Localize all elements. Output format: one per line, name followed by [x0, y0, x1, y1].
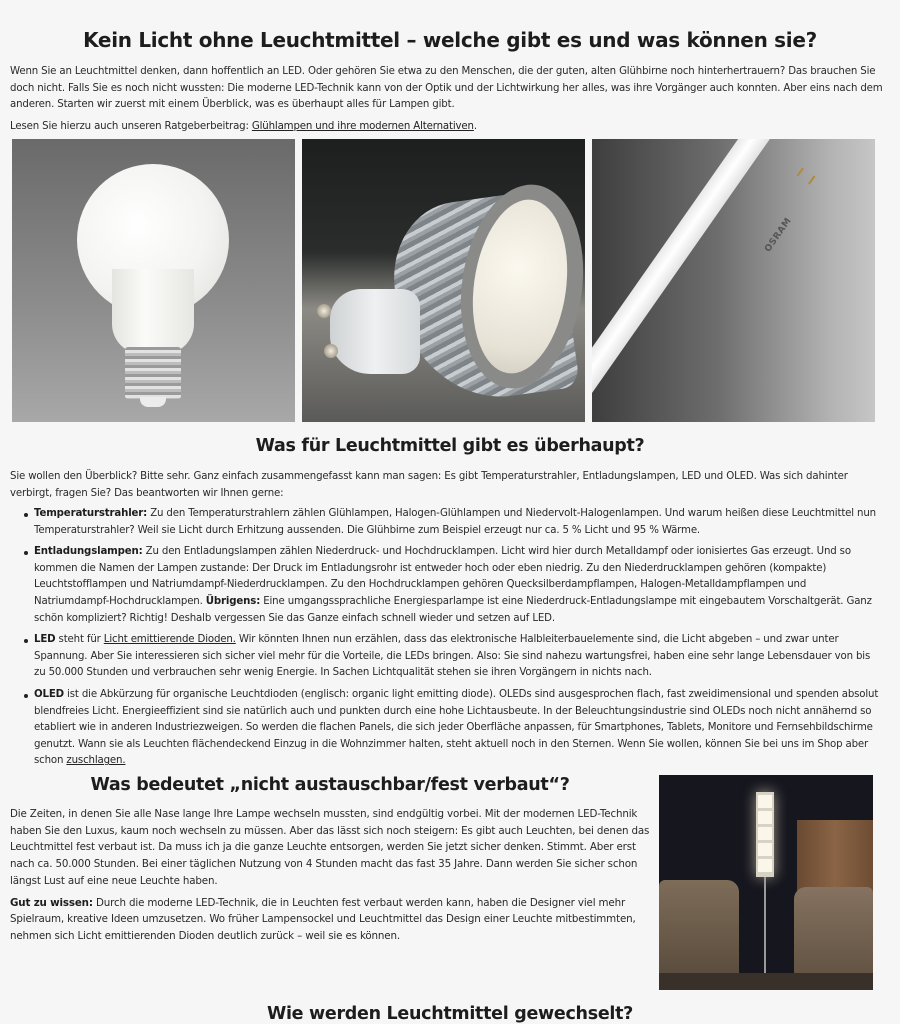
spotlight-image: [302, 139, 585, 422]
spotlight-pin-shape: [317, 304, 331, 318]
tube-brand-label: OSRAM: [763, 216, 794, 255]
light-bulb-image: [12, 139, 295, 422]
related-article-line: [10, 119, 892, 136]
description: Zu den Entladungslampen zählen Niederdruck- und Hochdrucklampen. Licht wird hier durch Metalldampf oder ionisiertes Gas erzeugt. Und so kommen die Namen der Lampen zustande: Der Druck im Entladungsrohr ist entweder hoch oder eben niedrig. Zu den Niederdrucklampen gehören (kompakte) Leuchtstofflampen und Natriumdampf-Niederdrucklampen. Zu den Hochdrucklampen gehören Quecksilberdampflampen, Halogen-Metalldampflampen und Natriumdampf-Hochdrucklampen.: [34, 546, 851, 607]
types-list: [34, 506, 884, 775]
section-title-types: Was für Leuchtmittel gibt es überhaupt?: [255, 436, 645, 456]
term: Entladungslampen:: [34, 546, 143, 558]
main-title: Kein Licht ohne Leuchtmittel – welche gibt es und was können sie?: [83, 28, 817, 52]
floor-lamp-image: [659, 775, 873, 990]
list-item-led: [34, 632, 884, 682]
related-article-prefix: Lesen Sie hierzu auch unseren Ratgeberbeitrag:: [10, 120, 252, 132]
types-intro: Sie wollen den Überblick? Bitte sehr. Ganz einfach zusammengefasst kann man sagen: Es gibt Temperaturstrahler, Entladungslampen, LED und OLED. Was sich dahinter verbirgt, fragen Sie? Das beantworten wir Ihnen gerne:: [10, 471, 848, 499]
bulb-base-shape: [125, 347, 181, 399]
floor-lamp-icon: [756, 792, 774, 877]
shop-link[interactable]: zuschlagen.: [66, 755, 126, 767]
section-title-change: Wie werden Leuchtmittel gewechselt?: [266, 1004, 634, 1024]
spotlight-pin-shape: [324, 344, 338, 358]
lamp-pole-shape: [764, 877, 766, 973]
description: Eine umgangssprachliche Energiesparlampe ist eine Niederdruck-Entladungslampe mit eingebautem Vorschaltgerät. Ganz schön kompliziert? Richtig! Deshalb vergessen Sie das Ganze einfach schnell wieder und setzen auf LED.: [34, 595, 872, 624]
section-title-fixed: Was bedeutet „nicht austauschbar/fest verbaut“?: [90, 775, 570, 795]
sofa-right-shape: [794, 887, 873, 985]
related-article-suffix: .: [473, 120, 477, 132]
related-article-link[interactable]: Glühlampen und ihre modernen Alternativen: [251, 120, 474, 132]
term: LED: [34, 634, 56, 646]
tip-paragraph: [10, 895, 650, 945]
list-item-oled: [34, 687, 884, 770]
description: Zu den Temperaturstrahlern zählen Glühlampen, Halogen-Glühlampen und Niedervolt-Halogenlampen. Und warum heißen diese Leuchtmittel nun Temperaturstrahler? Weil sie Licht durch Erhitzung aussenden. Die Glühbirne zum Beispiel erzeugt nur ca. 5 % Licht und 95 % Wärme.: [34, 508, 876, 536]
tube-pins-shape: [797, 167, 816, 184]
description: steht für: [55, 634, 104, 646]
term: Übrigens:: [205, 595, 261, 607]
tip-term: Gut zu wissen:: [10, 896, 93, 909]
sofa-left-shape: [659, 880, 739, 975]
fixed-section-text: [10, 806, 650, 945]
image-gallery: [12, 139, 876, 422]
fixed-paragraph: Die Zeiten, in denen Sie alle Nase lange Ihre Lampe wechseln mussten, sind endgültig vorbei. Mit der modernen LED-Technik haben Sie den Luxus, kaum noch wechseln zu müssen. Aber das lässt sich noch steigern: Es gibt auch Leuchten, bei denen das Leuchtmittel fest verbaut ist. Da muss ich ja die ganze Leuchte entsorgen, werden Sie jetzt sicher denken. Stimmt. Aber erst nach ca. 50.000 Stunden. Bei einer täglichen Nutzung von 4 Stunden macht das fast 35 Jahre. Dann werden Sie sicher schon längst Lust auf eine neue Leuchte haben.: [10, 808, 650, 887]
bulb-neck-shape: [112, 269, 194, 354]
description: Wir könnten Ihnen nun erzählen, dass das elektronische Halbleiterbauelemente sind, die Licht abgeben – und zwar unter Spannung. Aber Sie interessieren sich sicher viel mehr für die Vorteile, die LEDs bringen. Also: Sie sind nahezu wartungsfrei, haben eine sehr lange Lebensdauer von bis zu 50.000 Stunden und verbrauchen sehr wenig Energie. In Sachen Lichtqualität stehen sie ihren Vorgängern in nichts nach.: [34, 634, 871, 679]
list-item-temperaturstrahler: [34, 506, 884, 539]
floor-shape: [659, 973, 873, 990]
intro-paragraph: Wenn Sie an Leuchtmittel denken, dann hoffentlich an LED. Oder gehören Sie etwa zu den Menschen, die der guten, alten Glühbirne noch hinterhertrauern? Das brauchen Sie doch nicht. Falls Sie es noch nicht wussten: Die moderne LED-Technik kann von der Optik und der Lichtwirkung her alles, was ihre Vorgänger auch konnten. Aber eins nach dem anderen. Starten wir zuerst mit einem Überblick, was es überhaupt alles für Lampen gibt.: [10, 66, 883, 111]
list-item-entladungslampen: [34, 544, 884, 627]
description: ist die Abkürzung für organische Leuchtdioden (englisch: organic light emitting diode). OLEDs sind ausgesprochen flach, fast zweidimensional und spenden absolut blendfreies Licht. Energieeffizient sind sie natürlich auch und punkten durch eine hohe Lichtausbeute. In der Beleuchtungsindustrie sind OLEDs noch nicht annähernd so etabliert wie in anderen Industriezweigen. So werden die flachen Panels, die sich jeder Oberfläche anpassen, für Smartphones, Tablets, Monitore und Fernsehbildschirme genutzt. Wann sie als Leuchten flächendeckend Einzug in die Wohnzimmer halten, steht aktuell noch in den Sternen. Wenn Sie wollen, können Sie bei uns im Shop aber schon: [34, 688, 879, 767]
intro-section: [10, 64, 892, 135]
term: OLED: [34, 688, 64, 700]
led-link[interactable]: Licht emittierende Dioden.: [103, 634, 236, 646]
tube-lamp-icon: [592, 139, 786, 422]
term: Temperaturstrahler:: [34, 508, 148, 519]
spotlight-cap-shape: [330, 289, 420, 374]
tube-lamp-image: [592, 139, 875, 422]
bulb-tip-shape: [140, 397, 166, 407]
tip-text: Durch die moderne LED-Technik, die in Leuchten fest verbaut werden kann, haben die Designer viel mehr Spielraum, kreative Ideen umzusetzen. Wo früher Lampensockel und Leuchtmittel das Design einer Leuchte mitbestimmten, nehmen sich Licht emittierenden Dioden deutlich zurück – weil sie es können.: [10, 896, 636, 942]
